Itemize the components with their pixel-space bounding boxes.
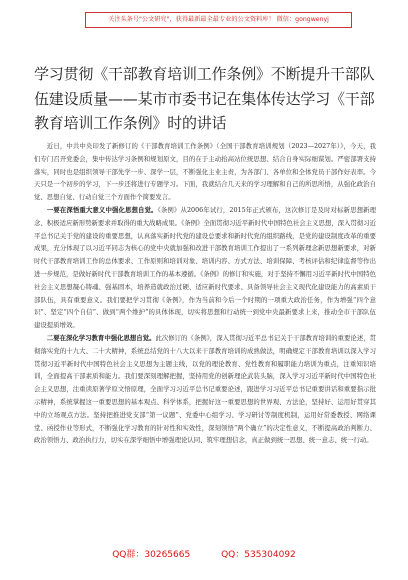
contact-footer <box>0 545 408 565</box>
promo-banner: 关注头条号"公文研究"，获得最新最全最专业的公文资料库！ 微信：gongwenyj <box>85 12 352 28</box>
qq-group-text: QQ群：30265665 <box>112 550 191 560</box>
paragraph-heading: 二要在深化学习教育中强化思想自觉。 <box>46 333 156 342</box>
paragraph-intro <box>34 140 376 204</box>
document-body <box>34 140 376 447</box>
document-title: 学习贯彻《干部教育培训工作条例》不断提升干部队伍建设质量——某市市委书记在集体传达学习《干部教育培训工作条例》时的讲话 <box>34 65 375 132</box>
paragraph-text: 近日，中共中央印发了新修订的《干部教育培训工作条例》（全国干部教育培训规划（2023—2027年）》，今天，我们专门召开党委会，集中传达学习条例和规划原文，目的在于主动抬高站位统思想、结合自身实际细谋划。严密部署支持落实，同时也是组织领导干部先学一步、深学一层，不断强化主业主责，为各部门、各单位和全体党员干部作好表率。今天只是一个初步的学习，下一步还将进行专题学习。下面，我就结合几天来的学习理解和自己的所思所悟，从强化政治自觉、思想自觉、行动自觉三个方面作个简要发言。 <box>34 142 376 202</box>
paragraph-text: 《条例》从2006年试行，2015年正式颁布，这次修订是及时对标新思想新理念、积极适应新形势新要求并取得的重大战略成果。《条例》全面贯彻习近平新时代中国特色社会主义思想，深入贯彻习近平总书记关于党的建设的重要思想，认真落实新时代党的建设总要求和新时代党的组织路线，是党的建设制度改革的重要成果，充分体现了以习近平同志为核心的党中央就加强和改进干部教育培训工作提出了一系列新理念新思想新要求，对新时代干部教育培训工作的总体要求、工作原则和培训对象、培训内容、方式方法、培训保障、考核评估和纪律监督等作出进一步规范，是做好新时代干部教育培训工作的基本遵循。《条例》的修订和实施，对于坚持不懈用习近平新时代中国特色社会主义思想凝心铸魂、强基固本，培养造就政治过硬、适应新时代要求、具备领导社会主义现代化建设能力的高素质干部队伍，具有重要意义。我们要把学习贯彻《条例》，作为当前和今后一个时期的一项重大政治任务，作为增强“四个意识”、坚定“四个自信”、做到“两个维护”的具体体现，切实将思想和行动统一到党中央最新要求上来，推动全市干部队伍建设提质增效。 <box>34 205 377 330</box>
paragraph-section-2 <box>34 332 376 447</box>
qq-contact-text: QQ：535304092 <box>221 550 296 560</box>
paragraph-text: 此次修订的《条例》，深入贯彻习近平总书记关于干部教育培训的重要论述，贯彻落实党的十九大、二十大精神，系统总结党的十八大以来干部教育培训的成熟做法，明确规定干部教育培训以深入学习贯彻习近平新时代中国特色社会主义思想为主题主线，以党的理论教育、党性教育和履职能力培训为重点，注重知识培训，全面提高干部素质和能力。我们要深刻理解把握，坚持用党的创新理论武装头脑，深入学习习近平新时代中国特色社会主义思想，注重读原著学原文悟原理，全面学习习近平总书记重要论述，跟进学习习近平总书记重要讲话和重要指示批示精神，系统掌握这一重要思想的基本观点、科学体系，把握好这一重要思想的世界观、方法论，坚持好、运用好贯穿其中的立场观点方法。坚持把推进党支部“第一议题”、党委中心组学习、学习研讨等制度机制，运用好常委教授、网络课堂、函授作业等形式，不断强化学习教育的针对性和实效性，深刻领悟“两个确立”的决定性意义，不断提高政治判断力、政治领悟力、政治执行力，切实在深学细悟中增强理论认同、筑牢理想信念，真正做到统一思想、统一意志、统一行动。 <box>34 333 376 445</box>
paragraph-section-1 <box>34 204 376 332</box>
paragraph-heading: 一要在深悟重大意义中强化思想自觉。 <box>46 205 158 214</box>
